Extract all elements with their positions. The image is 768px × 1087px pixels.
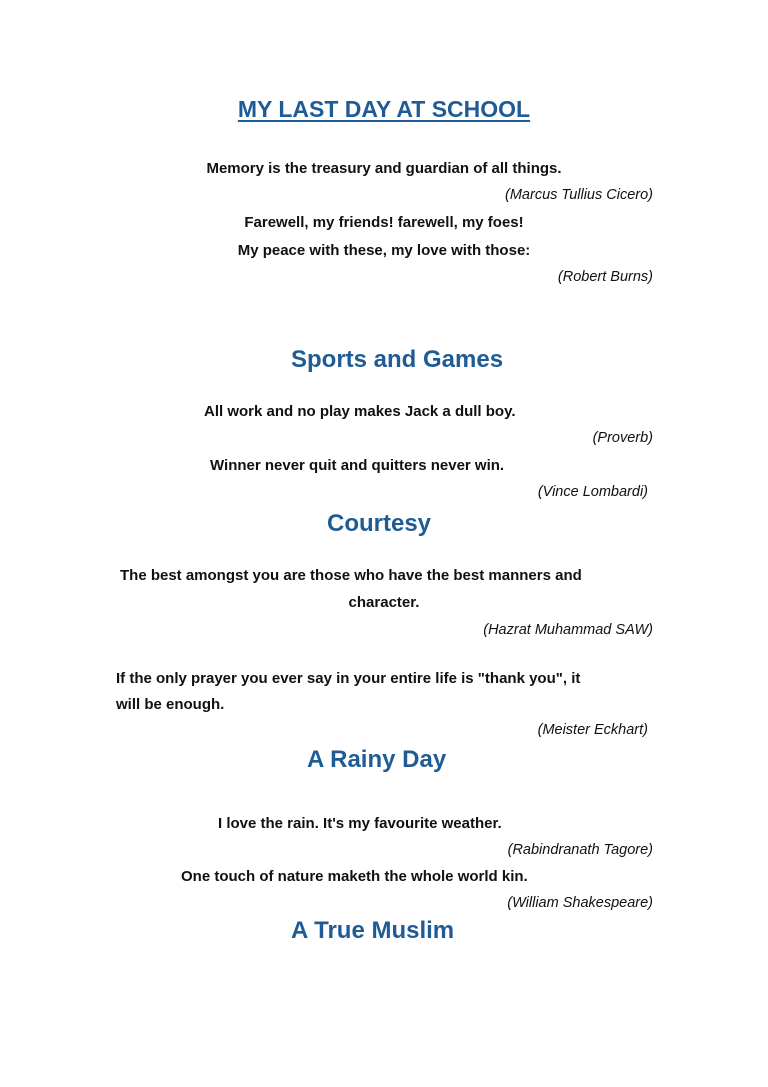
quote-text: I love the rain. It's my favourite weather. (218, 815, 502, 832)
quote-text: Farewell, my friends! farewell, my foes! (244, 214, 524, 231)
section-heading-a-rainy-day: A Rainy Day (307, 746, 447, 773)
quote-author: (Hazrat Muhammad SAW) (483, 622, 653, 638)
quote-author: (Robert Burns) (557, 269, 653, 285)
section-heading-a-true-muslim: A True Muslim (291, 917, 455, 944)
quote-author: (Marcus Tullius Cicero) (505, 187, 653, 203)
quote-text: If the only prayer you ever say in your entire life is "thank you", it (116, 670, 581, 687)
quote-text: One touch of nature maketh the whole world kin. (181, 868, 528, 885)
quote-author: (Rabindranath Tagore) (507, 842, 653, 858)
quote-author: (William Shakespeare) (507, 895, 653, 911)
quote-author: (Meister Eckhart) (537, 722, 648, 738)
quote-author: (Vince Lombardi) (537, 484, 648, 500)
quote-text: All work and no play makes Jack a dull boy. (204, 403, 516, 420)
section-heading-sports-and-games: Sports and Games (291, 346, 504, 373)
quote-text-continued: will be enough. (116, 696, 225, 713)
quote-text-continued: character. (348, 594, 420, 611)
quote-text: Memory is the treasury and guardian of all things. (206, 160, 562, 177)
section-heading-last-day-at-school: MY LAST DAY AT SCHOOL (237, 96, 531, 122)
quote-author: (Proverb) (592, 430, 653, 446)
section-heading-courtesy: Courtesy (327, 510, 432, 537)
quote-text-continued: My peace with these, my love with those: (237, 242, 531, 259)
quote-text: Winner never quit and quitters never win. (210, 457, 505, 474)
quote-text: The best amongst you are those who have the best manners and (120, 567, 582, 584)
